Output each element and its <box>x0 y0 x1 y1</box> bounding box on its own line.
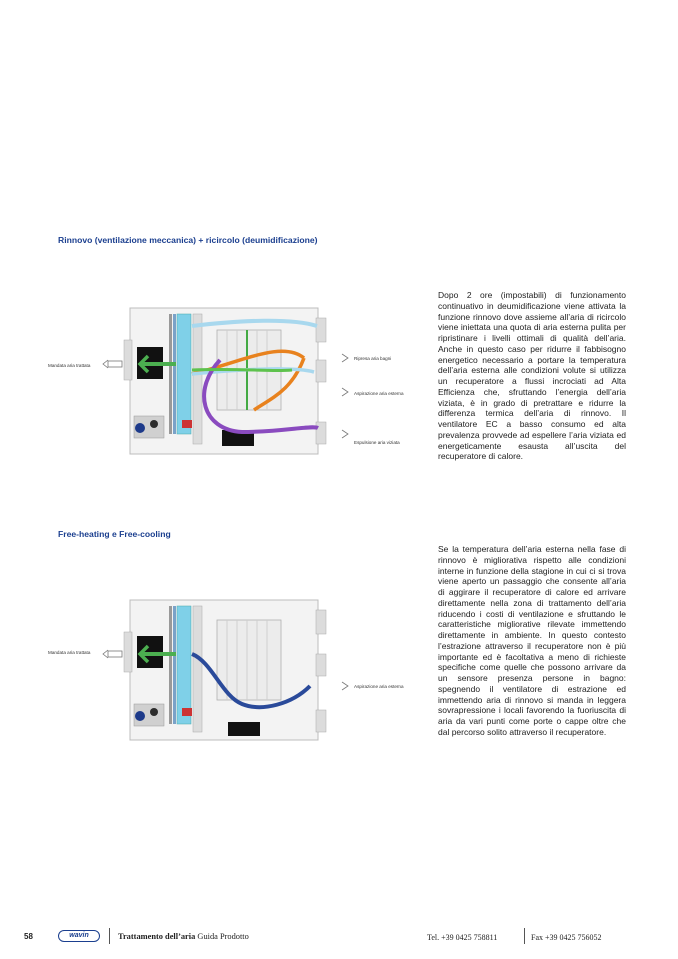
section-text-free: Se la temperatura dell’aria esterna nella fase di rinnovo è migliorativa rispetto alle condizioni interne in funzione della stagione in cui ci si trova viene aperto un passaggio che consente all’aria di aggirare il recuperatore di calore ed arrivare direttamente nella zona di trattamento dell’aria riducendo i costi di ventilazione e sfruttando le caratteristiche migliorative rilevate immettendo direttamente in ambiente. In questo contesto l’estrazione attraverso il recuperatore non è più importante ed è facoltativa a meno di richieste specifiche come quelle che possono arrivare da un sensore presenza persone in bagno: spegnendo il ventilatore di estrazione ed immettendo aria di rinnovo si manda in leggera sovrapressione i locali favorendo la fuoriuscita di aria da vari punti come porte o cappe oltre che dal percorso solito attraverso il recuperatore. <box>438 544 626 737</box>
label-mandata: Mandata aria trattata <box>48 363 91 368</box>
footer-tel: Tel. +39 0425 758811 <box>427 933 498 942</box>
label-mandata: Mandata aria trattata <box>48 650 91 655</box>
section-text-rinnovo: Dopo 2 ore (impostabili) di funzionamento continuativo in deumidificazione viene attivata la funzione rinnovo dove assieme all’aria di ricircolo viene iniettata una quota di aria esterna pulita per ripristinare i livelli ottimali di qualità dell’aria. Anche in questo caso per ridurre il fabbisogno energetico necessario a portare la temperatura dell’aria esterna alle condizioni volute si utilizza un recuperatore a flussi incrociati ad Alta Efficienza che, sfruttando l’energia dell’aria viziata, è in grado di pretrattare e ridurre la differenza termica dell’aria di rinnovo. Il ventilatore EC a basso consumo ed alta prevalenza provvede ad espellere l’aria viziata ed energeticamente esausta all’uscita del recuperatore di calore. <box>438 290 626 462</box>
wavin-logo: wavin <box>58 930 100 942</box>
footer-title-rest: Guida Prodotto <box>197 932 249 941</box>
diagram-rinnovo <box>42 300 426 465</box>
footer-divider <box>524 928 525 944</box>
diagram-free <box>42 592 426 752</box>
footer-divider <box>109 928 110 944</box>
page-number: 58 <box>24 932 33 941</box>
footer-title-bold: Trattamento dell’aria <box>118 932 196 941</box>
section-title-free: Free-heating e Free-cooling <box>58 529 171 539</box>
footer-title <box>118 932 249 941</box>
page-footer <box>0 926 678 948</box>
footer-fax: Fax +39 0425 756052 <box>531 933 602 942</box>
label-espulsione: Espulsione aria viziata <box>354 440 400 445</box>
label-aspirazione: Aspirazione aria esterna <box>354 391 404 396</box>
label-aspirazione: Aspirazione aria esterna <box>354 684 404 689</box>
section-title-rinnovo: Rinnovo (ventilazione meccanica) + ricircolo (deumidificazione) <box>58 235 318 245</box>
label-ripresa: Ripresa aria bagni <box>354 356 392 361</box>
